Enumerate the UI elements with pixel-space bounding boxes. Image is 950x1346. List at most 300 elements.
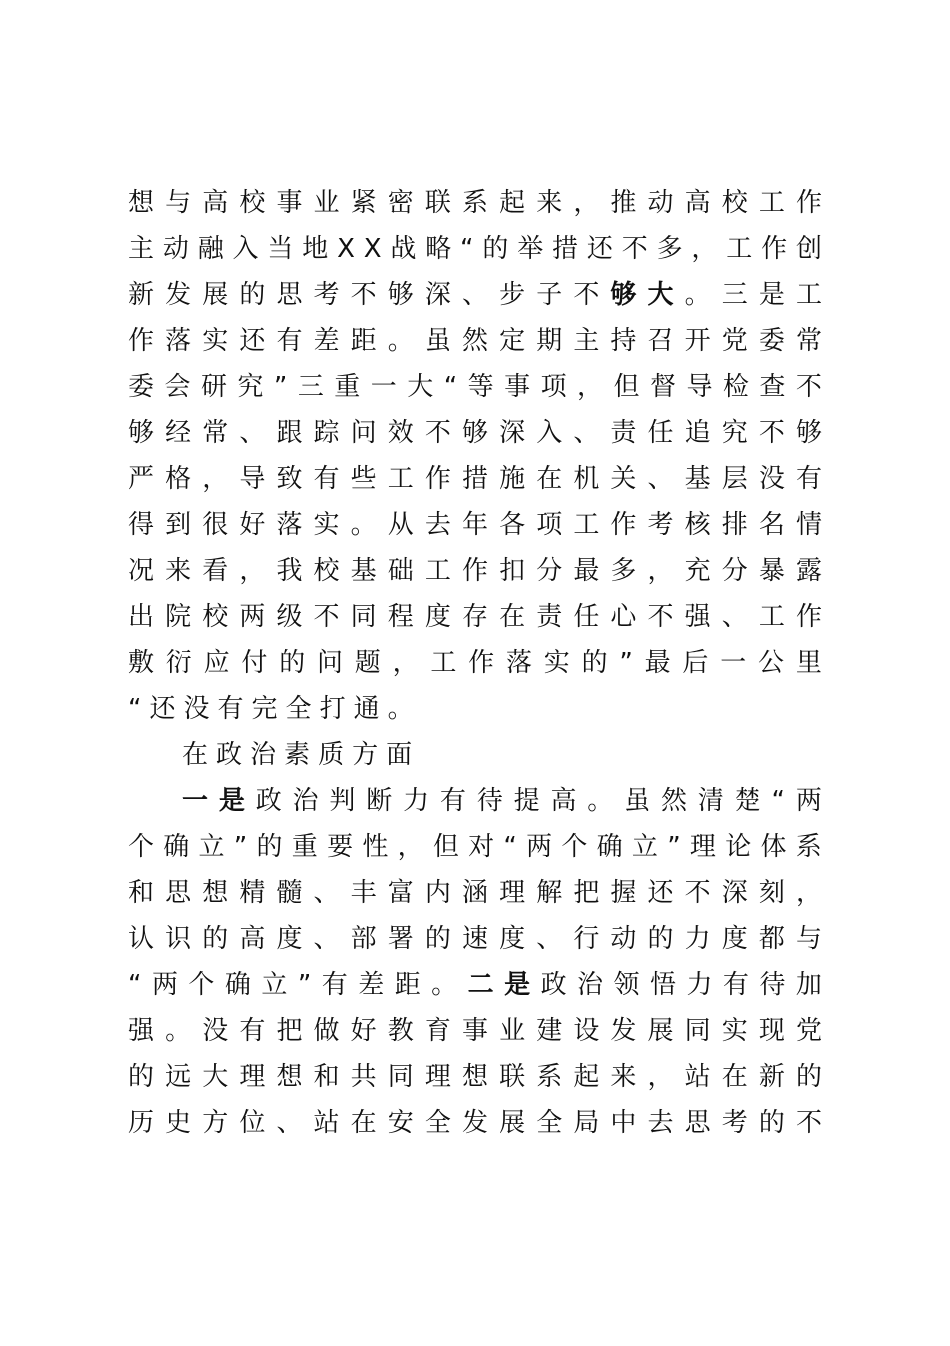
text-char: 问 [316, 648, 343, 678]
text-char: 想 [461, 1062, 488, 1092]
text-char: 展 [647, 1016, 674, 1046]
text-char: 最 [573, 556, 600, 586]
text-char: 不 [573, 280, 600, 310]
text-char: 现 [758, 1016, 785, 1046]
text-char: 够 [387, 280, 414, 310]
text-char: 在 [350, 1108, 377, 1138]
text-char: 督 [649, 372, 676, 402]
text-char: 立 [631, 832, 658, 862]
text-char: 任 [573, 602, 600, 632]
text-char: 我 [276, 556, 303, 586]
text-char: 出 [128, 602, 155, 632]
text-char: 大 [647, 280, 674, 310]
text-char: 校 [721, 188, 748, 218]
text-char: 研 [200, 372, 227, 402]
text-char: 把 [573, 878, 600, 908]
text-char: 性 [362, 832, 389, 862]
text-line [128, 180, 822, 226]
text-char: 质 [318, 740, 353, 770]
text-char: 工 [758, 602, 785, 632]
text-char: 检 [722, 372, 749, 402]
text-char: ” [667, 832, 681, 862]
text-char: 一 [370, 372, 397, 402]
text-char: 事 [276, 188, 303, 218]
text-char: 立 [198, 832, 225, 862]
text-char: 力 [403, 786, 430, 816]
text-line [128, 226, 822, 272]
text-char: 不 [758, 418, 785, 448]
text-char: 地 [302, 234, 329, 264]
text-char: 有 [439, 786, 466, 816]
text-char: 好 [350, 1016, 377, 1046]
text-char: 踪 [313, 418, 340, 448]
text-char: 部 [350, 924, 377, 954]
text-char: 强 [128, 1016, 155, 1046]
text-char: 对 [468, 832, 495, 862]
text-char: 确 [224, 970, 251, 1000]
text-char: 还 [239, 326, 266, 356]
text-char: 同 [387, 1062, 414, 1092]
text-char: 责 [610, 418, 637, 448]
text-char: 工 [726, 234, 753, 264]
text-char: ， [691, 234, 718, 264]
text-char: 距 [350, 326, 377, 356]
text-char: ， [795, 878, 822, 908]
text-char: 打 [319, 694, 354, 724]
text-char: 工 [758, 188, 785, 218]
text-char: 实 [202, 326, 229, 356]
text-char: 有 [321, 970, 348, 1000]
text-char: 入 [536, 418, 563, 448]
text-char: 情 [795, 510, 822, 540]
text-char: 。 [387, 694, 422, 724]
text-char: 够 [461, 418, 488, 448]
text-char: 的 [581, 648, 608, 678]
text-char: 存 [461, 602, 488, 632]
text-char: 想 [128, 188, 155, 218]
text-char: 的 [795, 1062, 822, 1092]
text-char: 历 [128, 1108, 155, 1138]
text-char: 政 [216, 740, 251, 770]
text-char: 来 [536, 188, 563, 218]
text-char: 有 [239, 1016, 266, 1046]
text-char: 安 [387, 1108, 414, 1138]
text-char: 的 [758, 1108, 785, 1138]
text-char: 理 [689, 832, 716, 862]
text-char: 位 [239, 1108, 266, 1138]
text-char: 付 [241, 648, 268, 678]
text-line [128, 594, 822, 640]
text-char: 待 [759, 970, 786, 1000]
text-char: 新 [758, 1062, 785, 1092]
text-char: 两 [151, 970, 178, 1000]
text-char: 富 [387, 878, 414, 908]
text-char: 。 [350, 510, 377, 540]
text-char: 。 [165, 1016, 192, 1046]
text-char: 院 [165, 602, 192, 632]
text-char: ” [233, 832, 248, 862]
text-char: 有 [313, 464, 340, 494]
text-char: ， [647, 556, 674, 586]
text-char: 悟 [649, 970, 676, 1000]
text-char: 还 [586, 234, 613, 264]
text-char: 、 [239, 418, 266, 448]
text-char: 联 [499, 1062, 526, 1092]
text-char: 深 [424, 280, 451, 310]
text-char: 分 [721, 556, 748, 586]
text-char: 同 [350, 602, 377, 632]
text-char: 的 [239, 280, 266, 310]
text-char: 教 [387, 1016, 414, 1046]
text-char: 丰 [350, 878, 377, 908]
text-char: 紧 [350, 188, 377, 218]
text-char: 责 [536, 602, 563, 632]
text-char: 实 [543, 648, 570, 678]
text-char: 一 [720, 648, 747, 678]
text-char: 有 [722, 970, 749, 1000]
text-char: 校 [239, 188, 266, 218]
text-char: 共 [350, 1062, 377, 1092]
text-char: 两 [526, 832, 553, 862]
text-char: 和 [313, 1062, 340, 1092]
text-line [128, 962, 822, 1008]
text-char: 得 [128, 510, 155, 540]
text-char: 程 [387, 602, 414, 632]
text-char: 持 [610, 326, 637, 356]
text-char: 展 [499, 1108, 526, 1138]
text-char: 判 [329, 786, 356, 816]
text-char: 主 [573, 326, 600, 356]
text-char: 推 [610, 188, 637, 218]
text-char: 融 [197, 234, 224, 264]
text-char: 动 [610, 924, 637, 954]
text-char: ， [577, 372, 604, 402]
text-char: 业 [499, 1016, 526, 1046]
text-line [128, 318, 822, 364]
text-char: 发 [165, 280, 192, 310]
text-char: 够 [795, 418, 822, 448]
text-char: 公 [758, 648, 785, 678]
text-char: 名 [758, 510, 785, 540]
text-char: 同 [684, 1016, 711, 1046]
text-char: 不 [795, 372, 822, 402]
text-char: 有 [795, 464, 822, 494]
text-char: 是 [504, 970, 531, 1000]
text-char: 校 [313, 556, 340, 586]
text-char: 够 [610, 280, 637, 310]
text-char: 作 [795, 602, 822, 632]
text-char: 不 [313, 602, 340, 632]
text-char: 最 [644, 648, 671, 678]
text-char: 、 [647, 464, 674, 494]
text-char: 没 [183, 694, 218, 724]
text-char: 落 [276, 510, 303, 540]
text-char: 不 [795, 1108, 822, 1138]
text-char: 面 [386, 740, 421, 770]
text-char: 全 [536, 1108, 563, 1138]
text-char: 提 [513, 786, 540, 816]
text-char: 到 [165, 510, 192, 540]
text-char: 力 [684, 924, 711, 954]
text-char: 深 [721, 878, 748, 908]
text-line [128, 364, 822, 410]
text-char: 露 [795, 556, 822, 586]
text-char: 、 [573, 418, 600, 448]
text-char: 校 [202, 602, 229, 632]
text-char: 召 [647, 326, 674, 356]
text-char: 深 [499, 418, 526, 448]
text-line [128, 916, 822, 962]
text-char: 展 [202, 280, 229, 310]
text-line [128, 548, 822, 594]
text-char: 一 [182, 786, 209, 816]
text-char: ， [202, 464, 229, 494]
text-char: 素 [284, 740, 319, 770]
text-char: 的 [647, 924, 674, 954]
text-char: 方 [202, 1108, 229, 1138]
text-char: 后 [682, 648, 709, 678]
text-char: 治 [292, 786, 319, 816]
text-char: 举 [517, 234, 544, 264]
text-char: 全 [424, 1108, 451, 1138]
text-char: 业 [313, 188, 340, 218]
text-char: 高 [202, 188, 229, 218]
text-char: 作 [610, 510, 637, 540]
text-char: 二 [467, 970, 494, 1000]
text-char: ， [573, 188, 600, 218]
text-char: 作 [795, 188, 822, 218]
text-char: 项 [540, 372, 567, 402]
text-char: 速 [461, 924, 488, 954]
text-char: 是 [218, 786, 245, 816]
text-char: 年 [461, 510, 488, 540]
text-char: 远 [165, 1062, 192, 1092]
text-char: 作 [424, 464, 451, 494]
text-char: 定 [499, 326, 526, 356]
text-char: 与 [795, 924, 822, 954]
text-char: 略 [425, 234, 452, 264]
text-char: 从 [387, 510, 414, 540]
text-char: “ [128, 970, 142, 1000]
text-char: 的 [424, 924, 451, 954]
text-char: 施 [499, 464, 526, 494]
text-char: 。 [431, 970, 458, 1000]
text-char: 多 [610, 556, 637, 586]
text-char: 思 [165, 878, 192, 908]
text-char: 导 [686, 372, 713, 402]
text-char: 不 [621, 234, 648, 264]
text-char: 方 [352, 740, 387, 770]
text-char: 工 [795, 280, 822, 310]
text-char: 高 [684, 188, 711, 218]
text-char: 论 [725, 832, 752, 862]
text-char: 清 [697, 786, 724, 816]
text-char: 作 [461, 556, 488, 586]
text-char: 、 [461, 280, 488, 310]
text-char: 三 [297, 372, 324, 402]
text-char: 想 [276, 1062, 303, 1092]
text-char: 联 [424, 188, 451, 218]
text-char: 思 [276, 280, 303, 310]
text-char: 密 [387, 188, 414, 218]
text-char: 治 [577, 970, 604, 1000]
text-char: 查 [759, 372, 786, 402]
text-char: 问 [350, 418, 377, 448]
text-char: 要 [327, 832, 354, 862]
text-char: 确 [163, 832, 190, 862]
text-char: “ [460, 234, 474, 264]
text-line [128, 502, 822, 548]
text-char: 在 [499, 602, 526, 632]
text-char: 严 [128, 464, 155, 494]
text-char: 全 [285, 694, 320, 724]
text-char: 开 [684, 326, 711, 356]
text-char: 确 [596, 832, 623, 862]
text-char: 行 [573, 924, 600, 954]
text-char: 没 [758, 464, 785, 494]
text-char: 战 [390, 234, 417, 264]
text-char: 工 [424, 556, 451, 586]
text-char: 事 [504, 372, 531, 402]
text-char: X [337, 234, 355, 264]
text-char: 基 [350, 556, 377, 586]
text-char: 治 [250, 740, 285, 770]
text-char: 思 [684, 1108, 711, 1138]
text-line [128, 456, 822, 502]
body-text [128, 180, 822, 1146]
text-char: 识 [165, 924, 192, 954]
section-heading [128, 732, 822, 778]
text-char: 好 [239, 510, 266, 540]
text-char: 体 [760, 832, 787, 862]
text-char: 。 [387, 326, 414, 356]
text-char: 事 [461, 1016, 488, 1046]
text-char: 两 [795, 786, 822, 816]
text-char: 创 [795, 234, 822, 264]
text-line [128, 778, 822, 824]
text-char: 力 [686, 970, 713, 1000]
text-char: 的 [202, 924, 229, 954]
text-char: 度 [499, 924, 526, 954]
text-line [128, 870, 822, 916]
text-char: 格 [165, 464, 192, 494]
text-char: 分 [536, 556, 563, 586]
text-char: 不 [350, 280, 377, 310]
text-char: 、 [313, 878, 340, 908]
text-char: 三 [721, 280, 748, 310]
text-char: 个 [128, 832, 155, 862]
text-char: 精 [239, 878, 266, 908]
text-char: 入 [232, 234, 259, 264]
text-char: 完 [251, 694, 286, 724]
text-char: 加 [795, 970, 822, 1000]
text-char: 起 [573, 1062, 600, 1092]
text-char: 各 [499, 510, 526, 540]
text-char: 大 [407, 372, 434, 402]
text-char: 。 [684, 280, 711, 310]
text-char: 刻 [758, 878, 785, 908]
text-char: X [363, 234, 382, 264]
text-char: 大 [202, 1062, 229, 1092]
text-char: 起 [499, 188, 526, 218]
text-char: 是 [758, 280, 785, 310]
text-char: 常 [202, 418, 229, 448]
text-char: 看 [202, 556, 229, 586]
text-char: 发 [461, 1108, 488, 1138]
text-char: 强 [684, 602, 711, 632]
text-char: “ [771, 786, 785, 816]
text-char: 等 [467, 372, 494, 402]
text-char: 距 [394, 970, 421, 1000]
text-char: 心 [610, 602, 637, 632]
text-char: 髓 [276, 878, 303, 908]
text-char: 核 [684, 510, 711, 540]
text-char: 待 [476, 786, 503, 816]
text-char: 导 [239, 464, 266, 494]
text-char: 子 [536, 280, 563, 310]
text-char: 排 [721, 510, 748, 540]
text-char: 做 [313, 1016, 340, 1046]
text-char: 系 [461, 188, 488, 218]
text-char: 衍 [165, 648, 192, 678]
text-char: 然 [461, 326, 488, 356]
text-char: 但 [613, 372, 640, 402]
text-char: 与 [165, 188, 192, 218]
text-char: 落 [165, 326, 192, 356]
text-char: 致 [276, 464, 303, 494]
text-char: 发 [610, 1016, 637, 1046]
text-char: 、 [276, 1108, 303, 1138]
text-char: 机 [573, 464, 600, 494]
text-char: 立 [261, 970, 288, 1000]
text-char: ， [397, 832, 424, 862]
text-char: 断 [366, 786, 393, 816]
text-char: 但 [432, 832, 459, 862]
text-char: 差 [358, 970, 385, 1000]
text-char: 系 [795, 832, 822, 862]
text-char: 多 [656, 234, 683, 264]
text-char: 础 [387, 556, 414, 586]
text-char: 把 [276, 1016, 303, 1046]
text-char: 新 [128, 280, 155, 310]
text-char: 会 [164, 372, 191, 402]
text-char: 还 [647, 878, 674, 908]
text-char: 扣 [499, 556, 526, 586]
text-char: 理 [499, 878, 526, 908]
text-char: 效 [387, 418, 414, 448]
text-char: 想 [202, 878, 229, 908]
text-char: 高 [239, 924, 266, 954]
text-line [128, 272, 822, 318]
text-char: 虽 [424, 326, 451, 356]
text-char: 。 [587, 786, 614, 816]
text-char: 很 [202, 510, 229, 540]
text-line [128, 1054, 822, 1100]
text-char: 站 [313, 1108, 340, 1138]
text-char: 任 [647, 418, 674, 448]
text-line [128, 686, 822, 732]
text-char: 工 [430, 648, 457, 678]
text-char: 个 [188, 970, 215, 1000]
text-char: ” [619, 648, 633, 678]
text-char: 个 [561, 832, 588, 862]
text-char: 作 [468, 648, 495, 678]
text-char: 认 [128, 924, 155, 954]
text-char: 动 [162, 234, 189, 264]
text-char: 史 [165, 1108, 192, 1138]
text-char: 敷 [128, 648, 155, 678]
text-char: 项 [536, 510, 563, 540]
